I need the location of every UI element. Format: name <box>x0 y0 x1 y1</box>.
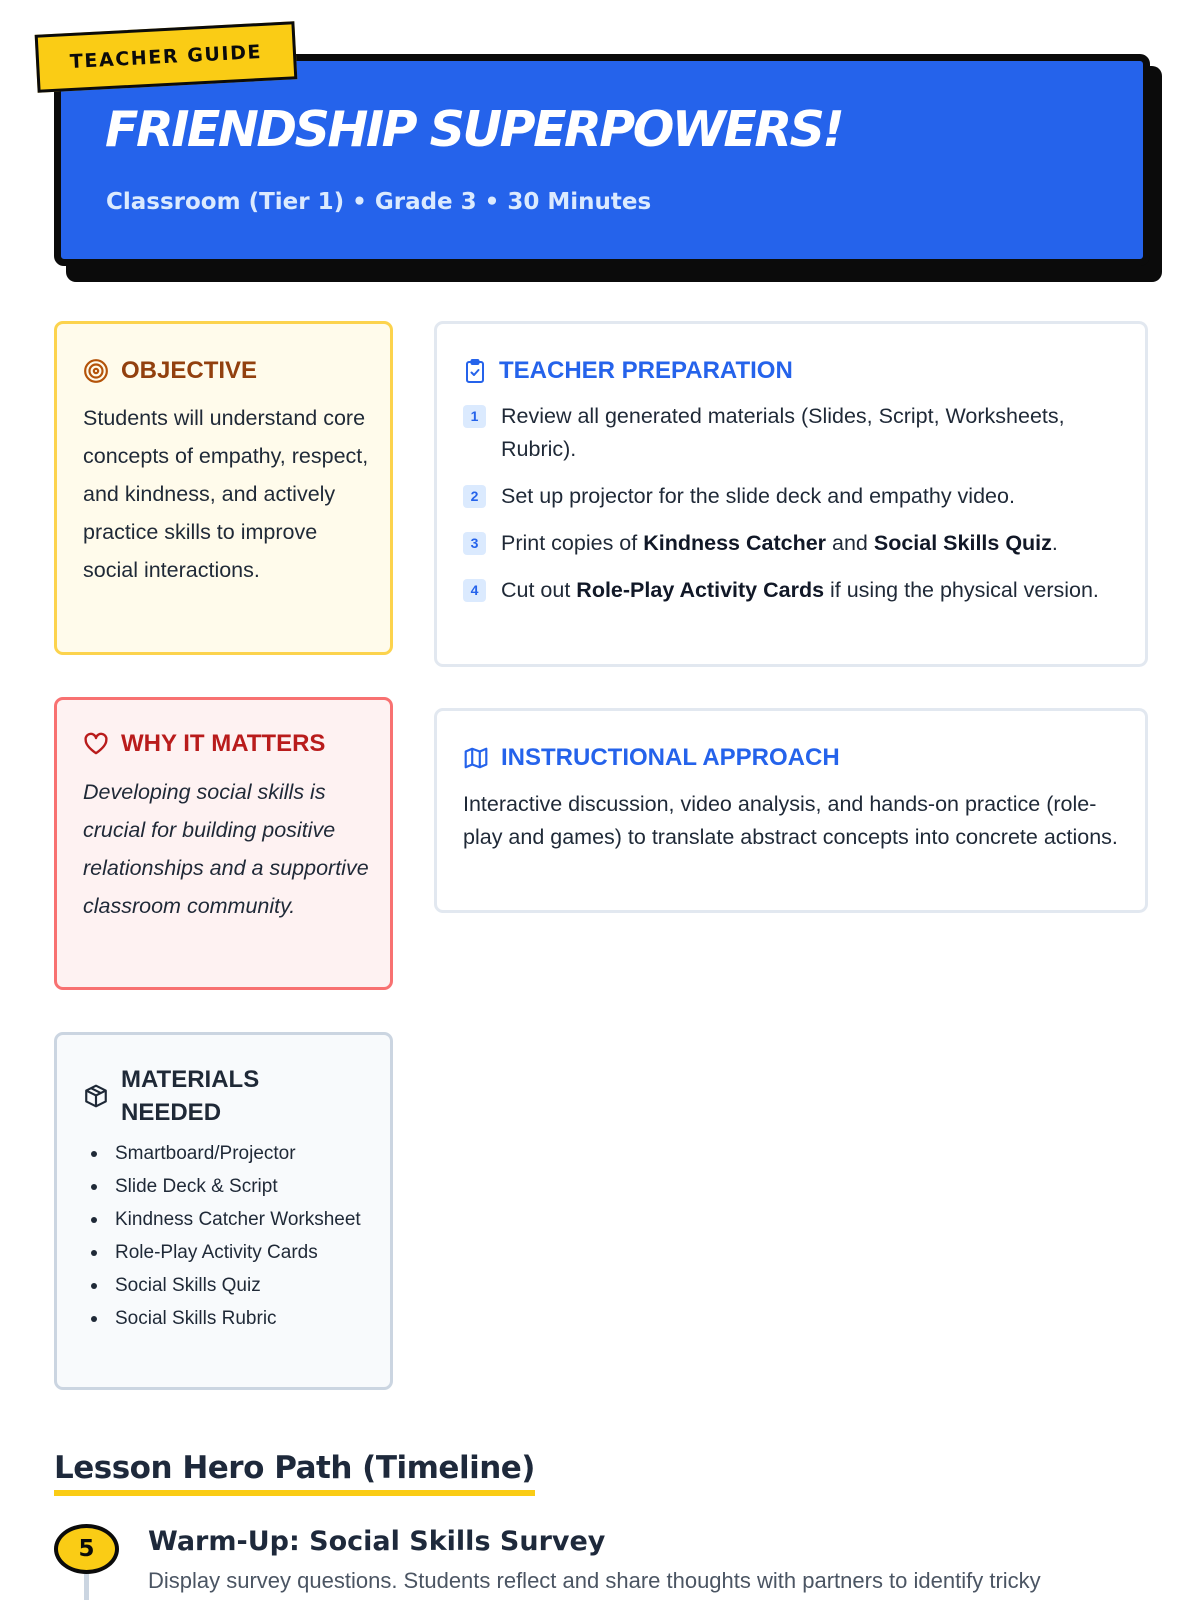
step-number-badge: 1 <box>463 405 486 428</box>
page-title: FRIENDSHIP SUPERPOWERS! <box>105 101 843 158</box>
emphasized-text: Kindness Catcher <box>643 531 827 555</box>
list-item: Role-Play Activity Cards <box>87 1239 377 1266</box>
timeline-step-minutes-badge: 5 <box>54 1524 119 1574</box>
timeline-heading: Lesson Hero Path (Timeline) <box>54 1450 535 1496</box>
materials-heading: MATERIALS NEEDED <box>121 1066 260 1126</box>
prep-step <box>463 527 1123 560</box>
timeline-step-description: Display survey questions. Students reflect and share thoughts with partners to identify tricky <box>148 1568 1041 1593</box>
prep-step <box>463 480 1123 513</box>
objective-heading: OBJECTIVE <box>121 357 258 384</box>
map-icon <box>463 745 489 771</box>
step-text: and <box>826 531 874 555</box>
prep-heading-row <box>463 354 793 387</box>
step-text: Review all generated materials (Slides, Script, Worksheets, Rubric). <box>501 404 1065 461</box>
approach-heading: INSTRUCTIONAL APPROACH <box>501 744 840 771</box>
prep-step <box>463 574 1123 607</box>
why-it-matters-card <box>54 697 393 990</box>
list-item: Kindness Catcher Worksheet <box>87 1206 377 1233</box>
teacher-preparation-card <box>434 321 1148 667</box>
step-text: Cut out <box>501 578 577 602</box>
prep-step <box>463 400 1123 466</box>
list-item: Social Skills Quiz <box>87 1272 377 1299</box>
approach-heading-row <box>463 741 840 774</box>
why-heading: WHY IT MATTERS <box>121 730 326 757</box>
objective-card <box>54 321 393 655</box>
why-heading-row <box>83 727 325 760</box>
emphasized-text: Role-Play Activity Cards <box>576 578 825 602</box>
instructional-approach-card <box>434 708 1148 913</box>
package-icon <box>83 1083 109 1109</box>
step-text: . <box>1051 531 1058 555</box>
objective-text: Students will understand core concepts of empathy, respect, and kindness, and actively practice skills to improve social interactions. <box>83 406 369 582</box>
header-banner <box>54 54 1150 266</box>
step-number-badge: 4 <box>463 579 486 602</box>
target-icon <box>83 358 109 384</box>
step-text: Set up projector for the slide deck and empathy video. <box>501 484 1015 508</box>
list-item: Smartboard/Projector <box>87 1140 377 1167</box>
heart-icon <box>83 731 109 757</box>
step-text: if using the physical version. <box>824 578 1099 602</box>
step-number-badge: 2 <box>463 485 486 508</box>
timeline-step-title: Warm-Up: Social Skills Survey <box>148 1526 606 1557</box>
materials-card <box>54 1032 393 1390</box>
why-text: Developing social skills is crucial for building positive relationships and a supportive classroom community. <box>83 780 369 918</box>
emphasized-text: Social Skills Quiz <box>873 531 1052 555</box>
step-number-badge: 3 <box>463 532 486 555</box>
list-item: Slide Deck & Script <box>87 1173 377 1200</box>
prep-heading: TEACHER PREPARATION <box>499 357 793 384</box>
prep-steps-list <box>463 400 1123 621</box>
objective-heading-row <box>83 354 257 387</box>
list-item: Social Skills Rubric <box>87 1305 377 1332</box>
clipboard-check-icon <box>463 358 487 384</box>
teacher-guide-tag: TEACHER GUIDE <box>35 21 298 93</box>
page-subtitle: Classroom (Tier 1) • Grade 3 • 30 Minutes <box>106 189 652 215</box>
approach-text: Interactive discussion, video analysis, and hands-on practice (role-play and games) to translate abstract concepts into concrete actions. <box>463 792 1118 849</box>
step-text: Print copies of <box>501 531 644 555</box>
materials-heading-row <box>83 1063 343 1129</box>
materials-list <box>87 1140 377 1338</box>
